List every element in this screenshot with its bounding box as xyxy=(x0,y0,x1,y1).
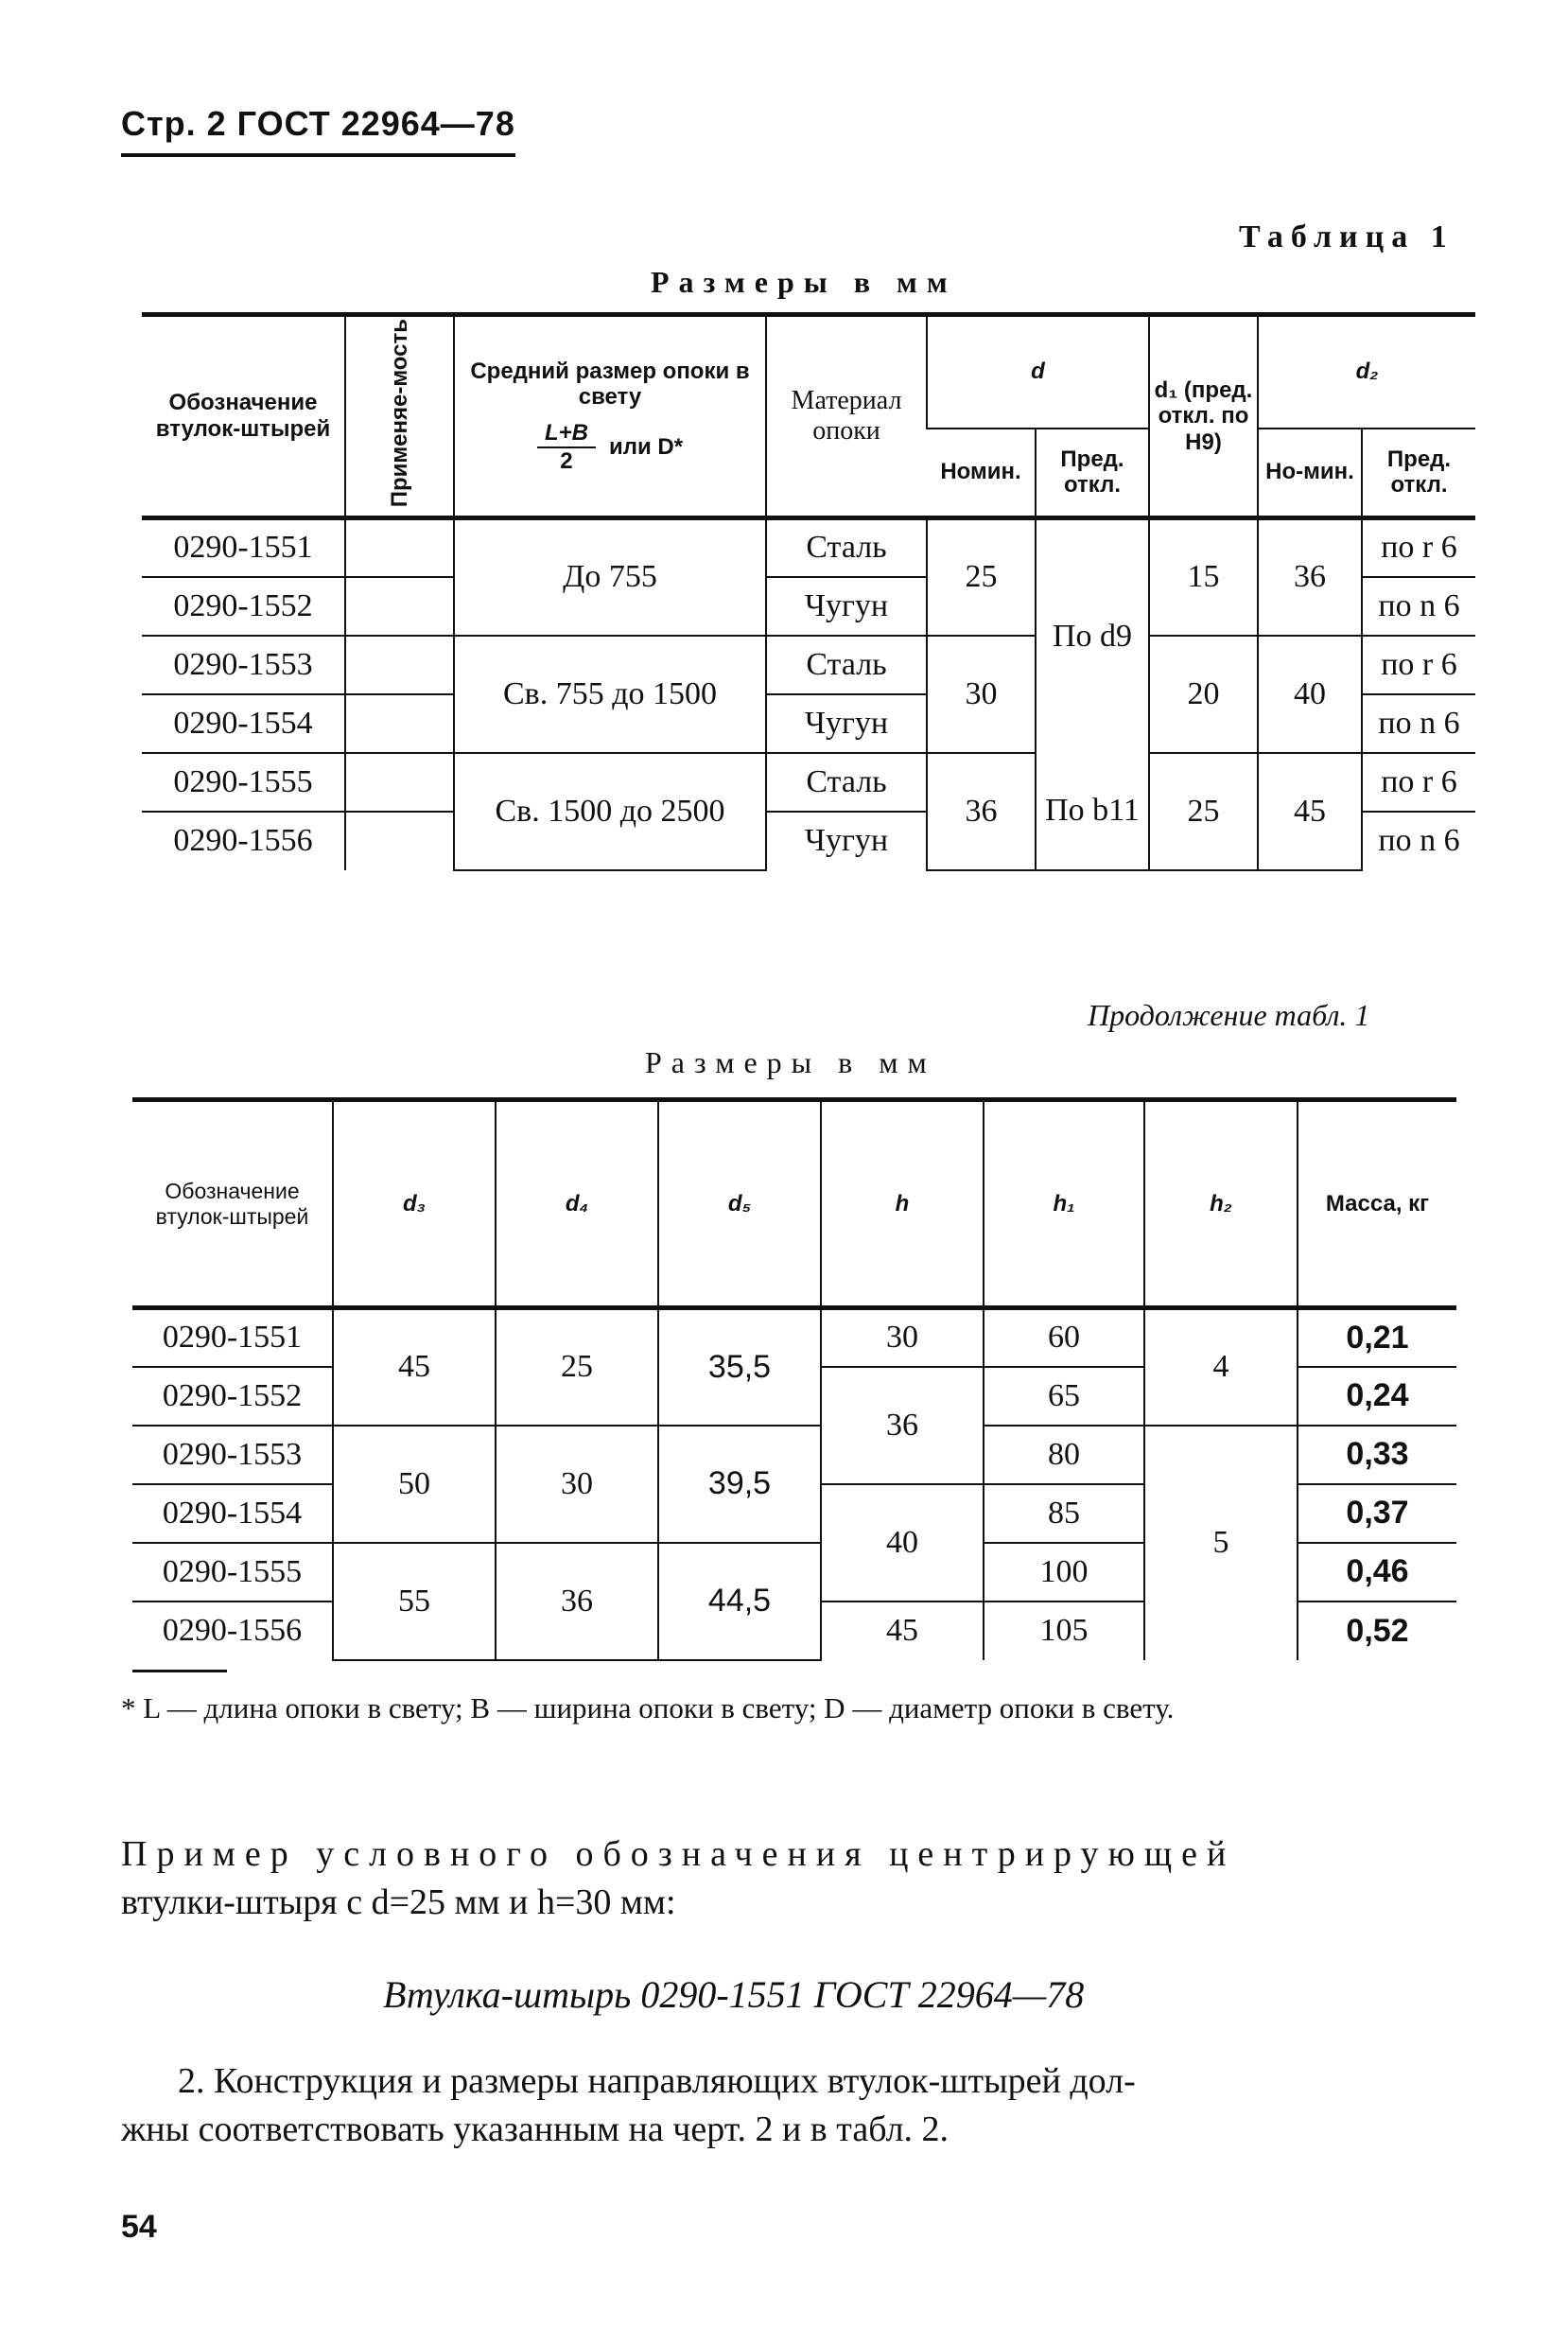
d2-dev-cell: по r 6 xyxy=(1362,518,1475,577)
table-row: 0290-1553 xyxy=(142,636,345,694)
h2-cell: 5 xyxy=(1144,1426,1298,1660)
material-cell: Сталь xyxy=(766,636,927,694)
h-cell: 36 xyxy=(821,1367,984,1484)
page-label: Стр. 2 xyxy=(121,104,227,143)
h-cell: 45 xyxy=(821,1602,984,1660)
d1-cell: 15 xyxy=(1149,518,1258,636)
formula-tail: или D* xyxy=(608,433,684,460)
th-mass: Масса, кг xyxy=(1298,1100,1456,1308)
h2-cell: 4 xyxy=(1144,1308,1298,1426)
th-material: Материал опоки xyxy=(766,315,927,518)
table-row: 0290-1551 xyxy=(132,1308,333,1367)
d2-nom-cell: 45 xyxy=(1258,753,1362,870)
d3-cell: 55 xyxy=(333,1543,496,1660)
d5-cell: 39,5 xyxy=(658,1426,821,1543)
mid-size-cell: Св. 1500 до 2500 xyxy=(454,753,766,870)
table1-cont-label: Продолжение табл. 1 xyxy=(1088,998,1370,1032)
th-d3: d₃ xyxy=(333,1100,496,1308)
material-cell: Чугун xyxy=(766,577,927,636)
mass-cell: 0,37 xyxy=(1298,1484,1456,1543)
d3-cell: 50 xyxy=(333,1426,496,1543)
th-d: d xyxy=(927,315,1149,429)
d3-cell: 45 xyxy=(333,1308,496,1426)
table-row: 0290-1552 xyxy=(142,577,345,636)
d1-cell: 25 xyxy=(1149,753,1258,870)
table1-cont xyxy=(132,1097,1456,1661)
d-nom-cell: 30 xyxy=(927,636,1036,753)
h1-cell: 60 xyxy=(984,1308,1144,1367)
formula-denominator: 2 xyxy=(560,447,573,474)
table1-units: Размеры в мм xyxy=(651,265,957,299)
d-dev-cell: По b11 xyxy=(1036,753,1149,870)
th-d2-dev: Пред. откл. xyxy=(1362,429,1475,518)
h1-cell: 80 xyxy=(984,1426,1144,1484)
d2-dev-cell: по r 6 xyxy=(1362,753,1475,812)
d2-dev-cell: по n 6 xyxy=(1362,812,1475,870)
table-row: 0290-1551 xyxy=(142,518,345,577)
table-row: 0290-1552 xyxy=(132,1367,333,1426)
d2-nom-cell: 40 xyxy=(1258,636,1362,753)
th-mid-size: Средний размер опоки в свету $\frac{L+B}{2}$ или D* xyxy=(454,315,766,518)
formula-numerator: L+B xyxy=(537,420,596,448)
mid-size-cell: До 755 xyxy=(454,518,766,636)
table-row: 0290-1554 xyxy=(132,1484,333,1543)
mass-cell: 0,24 xyxy=(1298,1367,1456,1426)
h1-cell: 100 xyxy=(984,1543,1144,1602)
d2-dev-cell: по n 6 xyxy=(1362,577,1475,636)
page-header xyxy=(121,104,515,157)
h1-cell: 65 xyxy=(984,1367,1144,1426)
example-intro: Пример условного обозначения центрирующей втулки-штыря с d=25 мм и h=30 мм: xyxy=(121,1834,1236,1923)
d2-dev-cell: по r 6 xyxy=(1362,636,1475,694)
h-cell: 30 xyxy=(821,1308,984,1367)
th-d4: d₄ xyxy=(496,1100,658,1308)
footnote: * L — длина опоки в свету; B — ширина опоки в свету; D — диаметр опоки в свету. xyxy=(121,1691,1175,1724)
material-cell: Сталь xyxy=(766,518,927,577)
h1-cell: 85 xyxy=(984,1484,1144,1543)
d2-nom-cell: 36 xyxy=(1258,518,1362,636)
th-applicability: Применяе-мость xyxy=(345,315,454,518)
d5-cell: 35,5 xyxy=(658,1308,821,1426)
page-number: 54 xyxy=(121,2209,157,2245)
th-h: h xyxy=(821,1100,984,1308)
h-cell: 40 xyxy=(821,1484,984,1602)
table-row: 0290-1553 xyxy=(132,1426,333,1484)
d-nom-cell: 25 xyxy=(927,518,1036,636)
mass-cell: 0,33 xyxy=(1298,1426,1456,1484)
th-designation: Обозначение втулок-штырей xyxy=(132,1100,333,1308)
table-row: 0290-1556 xyxy=(162,1613,303,1648)
d5-cell: 44,5 xyxy=(658,1543,821,1660)
d4-cell: 25 xyxy=(496,1308,658,1426)
example-designation: Втулка-штырь 0290-1551 ГОСТ 22964—78 xyxy=(383,1973,1085,2016)
th-h2: h₂ xyxy=(1144,1100,1298,1308)
th-designation: Обозначение втулок-штырей xyxy=(142,315,345,518)
table1-label: Таблица 1 xyxy=(1239,219,1455,254)
th-h1: h₁ xyxy=(984,1100,1144,1308)
d-nom-cell: 36 xyxy=(927,753,1036,870)
mass-cell: 0,21 xyxy=(1298,1308,1456,1367)
th-d-dev: Пред. откл. xyxy=(1036,429,1149,518)
table1 xyxy=(142,312,1475,871)
material-cell: Сталь xyxy=(766,753,927,812)
d4-cell: 36 xyxy=(496,1543,658,1660)
material-cell: Чугун xyxy=(766,694,927,753)
d-dev-cell: По d9 xyxy=(1036,518,1149,753)
table1-cont-units: Размеры в мм xyxy=(645,1045,936,1079)
mass-cell: 0,46 xyxy=(1298,1543,1456,1602)
mid-size-cell: Св. 755 до 1500 xyxy=(454,636,766,753)
material-cell: Чугун xyxy=(766,812,927,870)
paragraph-2: 2. Конструкция и размеры направляющих втулок-штырей дол- жны соответствовать указанным на черт. 2 и в табл. 2. xyxy=(121,2061,1136,2150)
d2-dev-cell: по n 6 xyxy=(1362,694,1475,753)
standard-number: ГОСТ 22964—78 xyxy=(236,104,515,143)
th-d-nom: Номин. xyxy=(927,429,1036,518)
table-row: 0290-1556 xyxy=(173,823,313,858)
d1-cell: 20 xyxy=(1149,636,1258,753)
th-d5: d₅ xyxy=(658,1100,821,1308)
table-row: 0290-1555 xyxy=(142,753,345,812)
table-row: 0290-1554 xyxy=(142,694,345,753)
table-row: 0290-1555 xyxy=(132,1543,333,1602)
footnote-rule xyxy=(132,1670,227,1672)
d4-cell: 30 xyxy=(496,1426,658,1543)
th-d2-nom: Но-мин. xyxy=(1258,429,1362,518)
th-d1: d₁ (пред. откл. по H9) xyxy=(1149,315,1258,518)
mass-cell: 0,52 xyxy=(1298,1602,1456,1660)
th-d2: d₂ xyxy=(1258,315,1475,429)
h1-cell: 105 xyxy=(984,1602,1144,1660)
